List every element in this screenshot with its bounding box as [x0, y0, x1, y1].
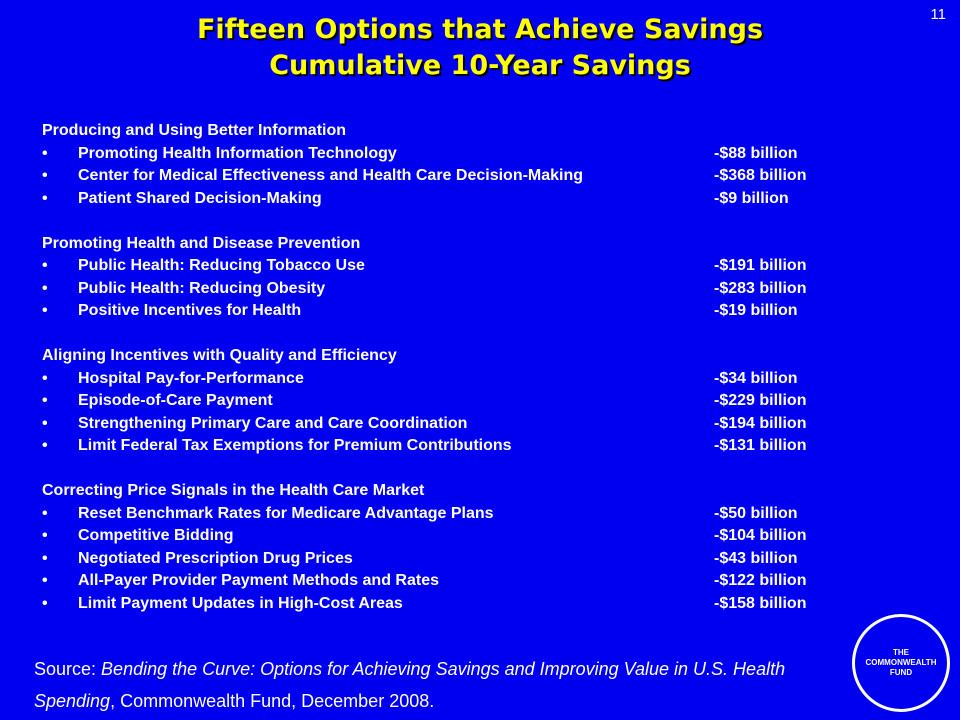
savings-amount: -$9 billion	[714, 189, 789, 207]
section	[42, 345, 842, 458]
section-heading: Producing and Using Better Information	[42, 122, 347, 139]
option-label: Episode-of-Care Payment	[78, 392, 273, 409]
bullet-icon: •	[42, 369, 48, 387]
option-label: Strengthening Primary Care and Care Coordination	[78, 414, 468, 432]
bullet-icon: •	[42, 189, 48, 207]
list-item	[42, 188, 842, 211]
section	[42, 120, 842, 210]
list-item	[42, 390, 842, 413]
savings-amount: -$368 billion	[714, 167, 807, 184]
list-item	[42, 570, 842, 593]
savings-amount: -$131 billion	[714, 437, 807, 454]
option-label: Limit Payment Updates in High-Cost Areas	[78, 594, 403, 612]
list-item	[42, 165, 842, 188]
source-prefix: Source:	[34, 659, 102, 679]
savings-amount: -$283 billion	[714, 279, 807, 297]
section	[42, 233, 842, 323]
option-label: Negotiated Prescription Drug Prices	[78, 549, 353, 567]
list-item	[42, 143, 842, 166]
option-label: Public Health: Reducing Tobacco Use	[78, 257, 365, 274]
option-label: Competitive Bidding	[78, 527, 234, 544]
bullet-icon: •	[42, 594, 48, 612]
savings-amount: -$158 billion	[714, 594, 807, 612]
savings-amount: -$104 billion	[714, 527, 807, 544]
savings-amount: -$19 billion	[714, 302, 798, 319]
list-item	[42, 413, 842, 436]
savings-amount: -$122 billion	[714, 572, 807, 589]
savings-amount: -$194 billion	[714, 414, 807, 432]
list-item	[42, 368, 842, 391]
title-line-1: Fifteen Options that Achieve Savings	[196, 14, 764, 45]
savings-amount: -$229 billion	[714, 392, 807, 409]
section-heading: Promoting Health and Disease Prevention	[42, 234, 361, 252]
section	[42, 480, 842, 615]
bullet-icon: •	[42, 549, 48, 567]
list-item	[42, 255, 842, 278]
option-label: Reset Benchmark Rates for Medicare Advantage Plans	[78, 504, 494, 522]
bullet-icon: •	[42, 257, 48, 274]
slide-number: 11	[930, 6, 946, 23]
slide-title	[0, 12, 960, 84]
option-label: Promoting Health Information Technology	[78, 144, 397, 162]
savings-amount: -$88 billion	[714, 144, 798, 162]
savings-amount: -$191 billion	[714, 257, 807, 274]
list-item	[42, 525, 842, 548]
option-label: Positive Incentives for Health	[78, 302, 302, 319]
bullet-icon: •	[42, 414, 48, 432]
source-title: Bending the Curve: Options for Achieving Savings and Improving Value in U.S. Health Spending	[34, 659, 786, 711]
list-item	[42, 435, 842, 458]
source-suffix: , Commonwealth Fund, December 2008.	[110, 691, 435, 711]
bullet-icon: •	[42, 572, 48, 589]
section-heading: Aligning Incentives with Quality and Efficiency	[42, 347, 397, 364]
list-item	[42, 278, 842, 301]
source-citation	[34, 653, 834, 717]
logo-line-1: THE	[893, 648, 909, 657]
option-label: Limit Federal Tax Exemptions for Premium Contributions	[78, 437, 512, 454]
list-item	[42, 300, 842, 323]
option-label: Center for Medical Effectiveness and Health Care Decision-Making	[78, 167, 584, 184]
logo-line-2: COMMONWEALTH	[865, 658, 937, 667]
savings-amount: -$34 billion	[714, 369, 798, 387]
section-heading: Correcting Price Signals in the Health Care Market	[42, 482, 425, 499]
title-line-2: Cumulative 10-Year Savings	[269, 50, 691, 81]
commonwealth-fund-logo	[852, 614, 950, 712]
option-label: All-Payer Provider Payment Methods and Rates	[78, 572, 439, 589]
option-label: Hospital Pay-for-Performance	[78, 369, 304, 387]
bullet-icon: •	[42, 302, 48, 319]
bullet-icon: •	[42, 504, 48, 522]
logo-line-3: FUND	[889, 668, 913, 677]
bullet-icon: •	[42, 437, 48, 454]
options-list	[42, 120, 842, 615]
list-item	[42, 548, 842, 571]
savings-amount: -$50 billion	[714, 504, 798, 522]
list-item	[42, 503, 842, 526]
bullet-icon: •	[42, 279, 48, 297]
list-item	[42, 593, 842, 616]
bullet-icon: •	[42, 392, 48, 409]
savings-amount: -$43 billion	[714, 549, 798, 567]
option-label: Public Health: Reducing Obesity	[78, 279, 326, 297]
bullet-icon: •	[42, 527, 48, 544]
option-label: Patient Shared Decision-Making	[78, 189, 322, 207]
bullet-icon: •	[42, 144, 48, 162]
bullet-icon: •	[42, 167, 48, 184]
